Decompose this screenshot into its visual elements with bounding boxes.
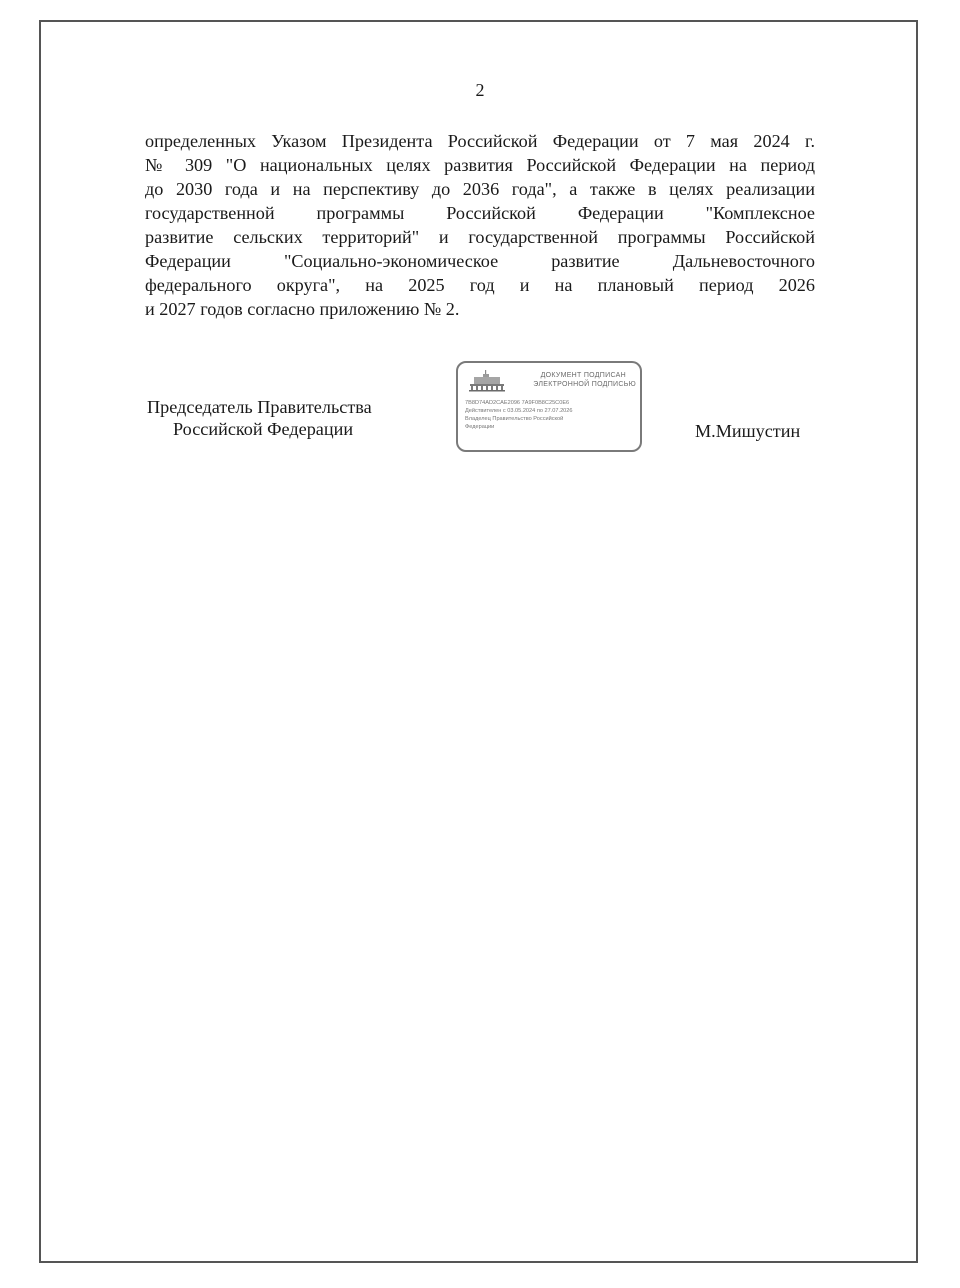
page-number: 2	[475, 80, 485, 100]
position-line-2: Российской Федерации	[173, 419, 354, 439]
signatory-position	[147, 396, 407, 440]
electronic-signature-stamp	[456, 361, 642, 452]
body-paragraph	[145, 129, 815, 321]
text-line: определенных Указом Президента Российской Федерации от 7 мая 2024 г.	[145, 131, 815, 151]
stamp-owner-line-2: Федерации	[465, 424, 495, 430]
text-line: № 309 "О национальных целях развития Российской Федерации на период	[145, 155, 815, 175]
text-line: до 2030 года и на перспективу до 2036 года", а также в целях реализации	[145, 179, 815, 199]
stamp-owner-line-1: Владелец Правительство Российской	[465, 416, 564, 422]
stamp-title-line-1: ДОКУМЕНТ ПОДПИСАН	[540, 372, 626, 379]
signatory-name: М.Мишустин	[695, 421, 801, 441]
text-line: развитие сельских территорий" и государственной программы Российской	[145, 227, 815, 247]
stamp-certificate: 7B8D74AD2CAE2096 7A9F0B8C25C0E6	[465, 400, 570, 406]
government-building-icon	[466, 369, 508, 393]
text-line: федерального округа", на 2025 год и на плановый период 2026	[145, 275, 815, 295]
text-line: государственной программы Российской Федерации "Комплексное	[145, 203, 815, 223]
stamp-details	[465, 399, 637, 431]
stamp-title	[516, 371, 636, 389]
stamp-title-line-2: ЭЛЕКТРОННОЙ ПОДПИСЬЮ	[533, 381, 636, 388]
stamp-validity: Действителен с 03.05.2024 по 27.07.2026	[465, 408, 573, 414]
text-line: Федерации "Социально-экономическое развитие Дальневосточного	[145, 251, 815, 271]
text-line: и 2027 годов согласно приложению № 2.	[145, 299, 460, 319]
position-line-1: Председатель Правительства	[147, 397, 372, 417]
